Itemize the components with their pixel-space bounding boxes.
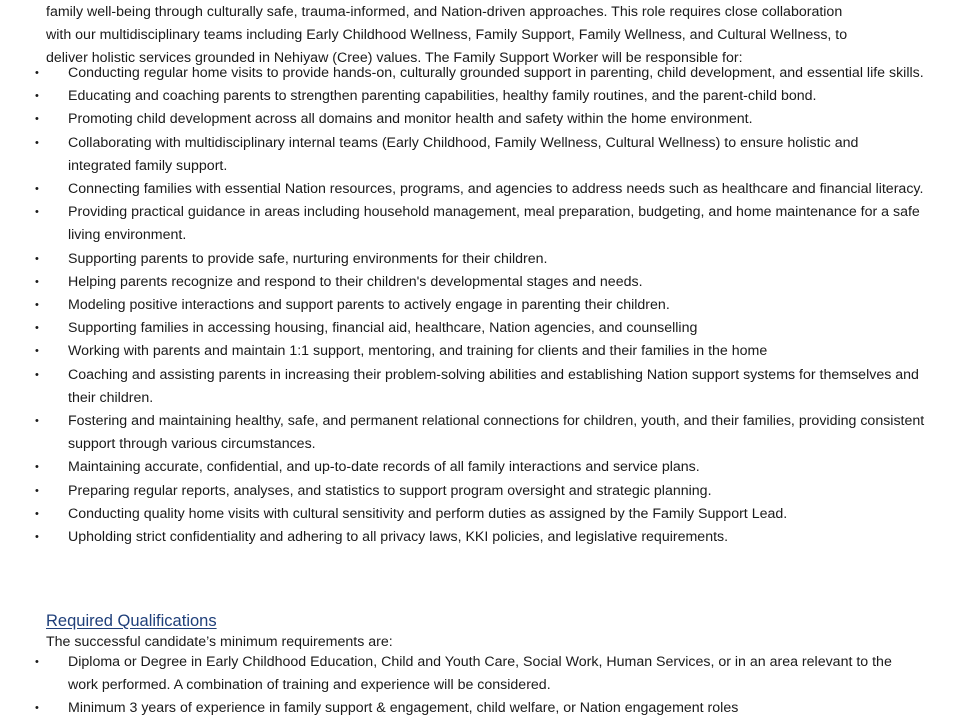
qualifications-list bbox=[35, 651, 925, 721]
bullet-icon: • bbox=[35, 484, 39, 497]
duty-item: • Collaborating with multidisciplinary internal teams (Early Childhood, Family Wellness, Cultural Wellness) to ensure holistic and integrated family support. bbox=[35, 132, 925, 178]
bullet-icon: • bbox=[35, 252, 39, 265]
qualifications-intro: The successful candidate’s minimum requirements are: bbox=[46, 634, 393, 650]
duty-item: • Conducting regular home visits to provide hands-on, culturally grounded support in parenting, child development, and essential life skills. bbox=[35, 62, 925, 85]
bullet-icon: • bbox=[35, 702, 39, 715]
duty-item: • Promoting child development across all domains and monitor health and safety within the home environment. bbox=[35, 108, 925, 131]
bullet-icon: • bbox=[35, 345, 39, 358]
bullet-icon: • bbox=[35, 322, 39, 335]
duty-item: • Supporting families in accessing housing, financial aid, healthcare, Nation agencies, and counselling bbox=[35, 317, 925, 340]
bullet-icon: • bbox=[35, 299, 39, 312]
bullet-icon: • bbox=[35, 368, 39, 381]
duties-list bbox=[35, 62, 925, 549]
qualifications-heading: Required Qualifications bbox=[46, 612, 217, 630]
qualification-item: • Minimum 3 years of experience in family support & engagement, child welfare, or Nation engagement roles bbox=[35, 697, 925, 720]
duty-item: • Fostering and maintaining healthy, safe, and permanent relational connections for children, youth, and their families, providing consistent support through various circumstances. bbox=[35, 410, 925, 456]
bullet-icon: • bbox=[35, 206, 39, 219]
duty-item: • Maintaining accurate, confidential, and up-to-date records of all family interactions and service plans. bbox=[35, 456, 925, 479]
duty-item: • Preparing regular reports, analyses, and statistics to support program oversight and strategic planning. bbox=[35, 480, 925, 503]
bullet-icon: • bbox=[35, 531, 39, 544]
intro-line: with our multidisciplinary teams including Early Childhood Wellness, Family Support, Family Wellness, and Cultural Wellness, to bbox=[46, 27, 848, 44]
duty-item: • Educating and coaching parents to strengthen parenting capabilities, healthy family routines, and the parent-child bond. bbox=[35, 85, 925, 108]
duty-item: • Helping parents recognize and respond to their children's developmental stages and needs. bbox=[35, 271, 925, 294]
duty-item: • Conducting quality home visits with cultural sensitivity and perform duties as assigned by the Family Support Lead. bbox=[35, 503, 925, 526]
bullet-icon: • bbox=[35, 136, 39, 149]
bullet-icon: • bbox=[35, 275, 39, 288]
duty-item: • Connecting families with essential Nation resources, programs, and agencies to address needs such as healthcare and financial literacy. bbox=[35, 178, 925, 201]
bullet-icon: • bbox=[35, 656, 39, 668]
duty-item: • Upholding strict confidentiality and adhering to all privacy laws, KKI policies, and legislative requirements. bbox=[35, 526, 925, 549]
intro-line: family well-being through culturally safe, trauma-informed, and Nation-driven approaches. This role requires close collaboration bbox=[46, 4, 843, 20]
bullet-icon: • bbox=[35, 183, 39, 196]
bullet-icon: • bbox=[35, 113, 39, 126]
duty-item: • Working with parents and maintain 1:1 support, mentoring, and training for clients and their families in the home bbox=[35, 340, 925, 363]
duty-item: • Supporting parents to provide safe, nurturing environments for their children. bbox=[35, 248, 925, 271]
bullet-icon: • bbox=[35, 67, 39, 79]
bullet-icon: • bbox=[35, 507, 39, 520]
bullet-icon: • bbox=[35, 415, 39, 428]
qualification-item: • Diploma or Degree in Early Childhood Education, Child and Youth Care, Social Work, Human Services, or in an area relevant to the work performed. A combination of training and experience will be considered. bbox=[35, 651, 925, 697]
intro-paragraph bbox=[46, 1, 926, 71]
bullet-icon: • bbox=[35, 90, 39, 103]
duty-item: • Modeling positive interactions and support parents to actively engage in parenting their children. bbox=[35, 294, 925, 317]
duty-item: • Providing practical guidance in areas including household management, meal preparation, budgeting, and home maintenance for a safe living environment. bbox=[35, 201, 925, 247]
intro-line: deliver holistic services grounded in Nehiyaw (Cree) values. The Family Support Worker will be responsible for: bbox=[46, 50, 743, 67]
duty-item: • Coaching and assisting parents in increasing their problem-solving abilities and establishing Nation support systems for themselves and their children. bbox=[35, 364, 925, 410]
bullet-icon: • bbox=[35, 461, 39, 474]
